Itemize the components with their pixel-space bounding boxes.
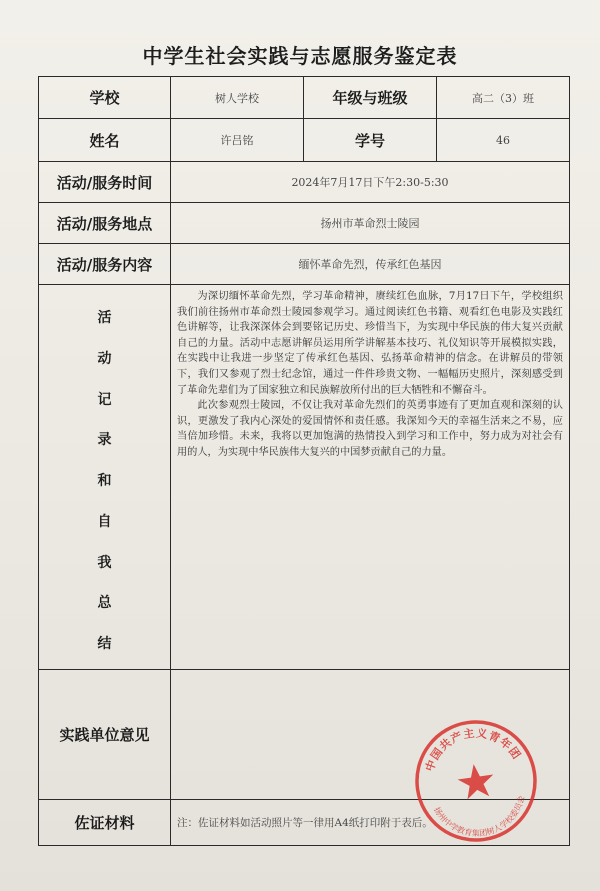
place-row bbox=[39, 203, 570, 244]
content-value: 缅怀革命先烈，传承红色基因 bbox=[171, 244, 570, 285]
record-label-char: 录 bbox=[97, 432, 112, 449]
record-paragraph: 为深切缅怀革命先烈，学习革命精神，赓续红色血脉，7月17日下午，学校组织我们前往扬州市革命烈士陵园参观学习。通过阅读红色书籍、观看红色电影及实践红色讲解等，让我深深体会到要铭记历史、珍惜当下，为实现中华民族的伟大复兴贡献自己的力量。活动中志愿讲解员运用所学讲解基本技巧、礼仪知识等开展模拟实践，在实践中让我进一步坚定了传承红色基因、弘扬革命精神的信念。在讲解员的带领下，我们又参观了烈士纪念馆，通过一件件珍贵文物、一幅幅历史照片，深刻感受到了革命先辈们为了国家独立和民族解放所付出的巨大牺牲和不懈奋斗。 bbox=[177, 291, 563, 396]
form-title: 中学生社会实践与志愿服务鉴定表 bbox=[142, 44, 458, 68]
name-row bbox=[39, 119, 570, 162]
school-value: 树人学校 bbox=[171, 77, 304, 119]
record-label-char: 和 bbox=[97, 473, 112, 489]
place-value: 扬州市革命烈士陵园 bbox=[171, 203, 570, 244]
record-label-char: 自 bbox=[97, 513, 112, 530]
record-label-vertical bbox=[39, 301, 170, 653]
evidence-note: 注：佐证材料如活动照片等一律用A4纸打印附于表后。 bbox=[171, 800, 570, 846]
time-row bbox=[39, 162, 570, 203]
record-label-char: 总 bbox=[97, 595, 112, 612]
record-row bbox=[39, 285, 570, 670]
opinion-label: 实践单位意见 bbox=[39, 670, 171, 800]
record-label-char: 记 bbox=[97, 391, 112, 408]
seal-bottom-text: 扬州中学教育集团树人学校委员会 bbox=[432, 794, 527, 839]
time-label: 活动/服务时间 bbox=[39, 162, 171, 203]
evidence-label: 佐证材料 bbox=[39, 800, 171, 846]
time-value: 2024年7月17日下午2:30-5:30 bbox=[171, 162, 570, 203]
name-value: 许吕铭 bbox=[171, 119, 304, 162]
seal-star-icon bbox=[456, 762, 496, 801]
student-no-label: 学号 bbox=[304, 119, 437, 162]
place-label: 活动/服务地点 bbox=[39, 203, 171, 244]
record-label-char: 我 bbox=[97, 554, 112, 571]
school-label: 学校 bbox=[39, 77, 171, 119]
name-label: 姓名 bbox=[39, 119, 171, 162]
content-label: 活动/服务内容 bbox=[39, 244, 171, 285]
record-label-char: 活 bbox=[97, 310, 112, 326]
school-row bbox=[39, 77, 570, 119]
official-seal-stamp bbox=[405, 710, 547, 852]
grade-label: 年级与班级 bbox=[304, 77, 437, 119]
record-paragraph: 此次参观烈士陵园，不仅让我对革命先烈们的英勇事迹有了更加直观和深刻的认识，更激发了我内心深处的爱国情怀和责任感。我深知今天的幸福生活来之不易，应当倍加珍惜。未来，我将以更加饱满的热情投入到学习和工作中，努力成为对社会有用的人，为实现中华民族伟大复兴的中国梦贡献自己的力量。 bbox=[177, 400, 563, 458]
student-no-value: 46 bbox=[437, 119, 570, 162]
seal-top-text: 中国共产主义青年团 bbox=[423, 726, 524, 774]
grade-value: 高二（3）班 bbox=[437, 77, 570, 119]
record-label-cell bbox=[39, 285, 171, 670]
record-label-char: 结 bbox=[97, 636, 112, 652]
record-summary-text bbox=[171, 285, 570, 670]
record-label-char: 动 bbox=[97, 350, 112, 367]
content-row bbox=[39, 244, 570, 285]
